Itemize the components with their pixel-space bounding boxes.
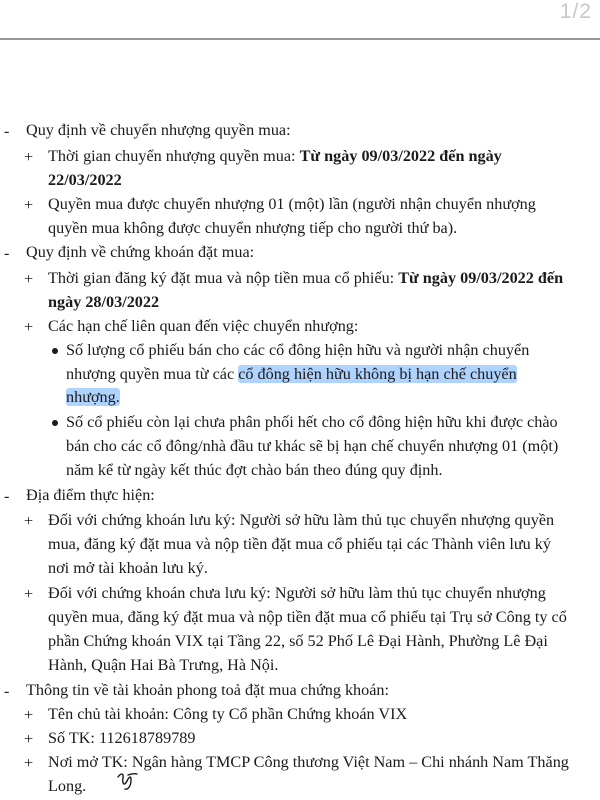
- transfer-restrictions-heading: Các hạn chế liên quan đến việc chuyển nhượng:: [48, 317, 359, 335]
- non-depository-location-line3: phần Chứng khoán VIX tại Tầng 22, số 52 Phố Lê Đại Hành, Phường Lê Đại: [48, 632, 548, 650]
- section-heading-rights-transfer: Quy định về chuyển nhượng quyền mua:: [26, 121, 291, 139]
- subscription-period-line2: ngày 28/03/2022: [48, 293, 160, 311]
- highlighted-text: nhượng.: [66, 388, 120, 406]
- initials-signature-icon: [115, 768, 141, 794]
- highlighted-text: cổ đông hiện hữu không bị hạn chế chuyển: [238, 365, 517, 383]
- rights-transfer-once-line1: Quyền mua được chuyển nhượng 01 (một) lần (người nhận chuyển nhượng: [48, 195, 536, 213]
- restriction-2-line2: bán cho các cổ đông/nhà đầu tư khác sẽ bị hạn chế chuyển nhượng 01 (một): [66, 437, 559, 455]
- dash-marker: -: [4, 487, 10, 505]
- plus-marker: +: [24, 512, 34, 530]
- dash-marker: -: [4, 122, 10, 140]
- rights-transfer-once-line2: quyền mua không được chuyển nhượng tiếp cho người thứ ba).: [48, 219, 458, 237]
- account-bank-line1: Nơi mở TK: Ngân hàng TMCP Công thương Việt Nam – Chi nhánh Nam Thăng: [48, 753, 569, 771]
- rights-transfer-period-line2: 22/03/2022: [48, 171, 122, 189]
- bullet-dot: [52, 348, 58, 354]
- dash-marker: -: [4, 682, 10, 700]
- section-heading-blocked-account: Thông tin về tài khoản phong toả đặt mua chứng khoán:: [26, 681, 390, 699]
- restriction-1-line1: Số lượng cổ phiếu bán cho các cổ đông hiện hữu và người nhận chuyển: [66, 341, 530, 359]
- plus-marker: +: [24, 196, 34, 214]
- section-heading-location: Địa điểm thực hiện:: [26, 486, 155, 504]
- non-depository-location-line4: Hành, Quận Hai Bà Trưng, Hà Nội.: [48, 656, 279, 674]
- non-depository-location-line2: quyền mua, đăng ký đặt mua và nộp tiền đặt mua cổ phiếu tại Trụ sở Công ty cổ: [48, 608, 567, 626]
- non-depository-location-line1: Đối với chứng khoán chưa lưu ký: Người sở hữu làm thủ tục chuyển nhượng: [48, 584, 546, 602]
- depository-location-line2: mua, đăng ký đặt mua và nộp tiền đặt mua cổ phiếu tại các Thành viên lưu ký: [48, 535, 551, 553]
- plus-marker: +: [24, 706, 34, 724]
- depository-location-line3: nơi mở tài khoản lưu ký.: [48, 559, 208, 577]
- restriction-2-line1: Số cổ phiếu còn lại chưa phân phối hết cho cổ đông hiện hữu khi được chào: [66, 413, 558, 431]
- page-indicator: 1/2: [559, 0, 592, 23]
- depository-location-line1: Đối với chứng khoán lưu ký: Người sở hữu làm thủ tục chuyển nhượng quyền: [48, 511, 555, 529]
- bullet-dot: [52, 420, 58, 426]
- account-number: Số TK: 112618789789: [48, 729, 196, 747]
- plus-marker: +: [24, 754, 34, 772]
- rights-transfer-period-line1: Thời gian chuyển nhượng quyền mua: Từ ngày 09/03/2022 đến ngày: [48, 147, 502, 165]
- plus-marker: +: [24, 148, 34, 166]
- plus-marker: +: [24, 585, 34, 603]
- dash-marker: -: [4, 244, 10, 262]
- subscription-period-line1: Thời gian đăng ký đặt mua và nộp tiền mua cổ phiếu: Từ ngày 09/03/2022 đến: [48, 269, 564, 287]
- restriction-1-line2: nhượng quyền mua từ các cổ đông hiện hữu không bị hạn chế chuyển: [66, 365, 517, 383]
- plus-marker: +: [24, 730, 34, 748]
- restriction-1-line3: [66, 387, 120, 407]
- section-heading-subscription: Quy định về chứng khoán đặt mua:: [26, 243, 255, 261]
- plus-marker: +: [24, 318, 34, 336]
- plus-marker: +: [24, 270, 34, 288]
- account-bank-line2: Long.: [48, 777, 87, 795]
- account-holder-name: Tên chủ tài khoản: Công ty Cổ phần Chứng khoán VIX: [48, 705, 408, 723]
- restriction-2-line3: năm kể từ ngày kết thúc đợt chào bán theo đúng quy định.: [66, 461, 443, 479]
